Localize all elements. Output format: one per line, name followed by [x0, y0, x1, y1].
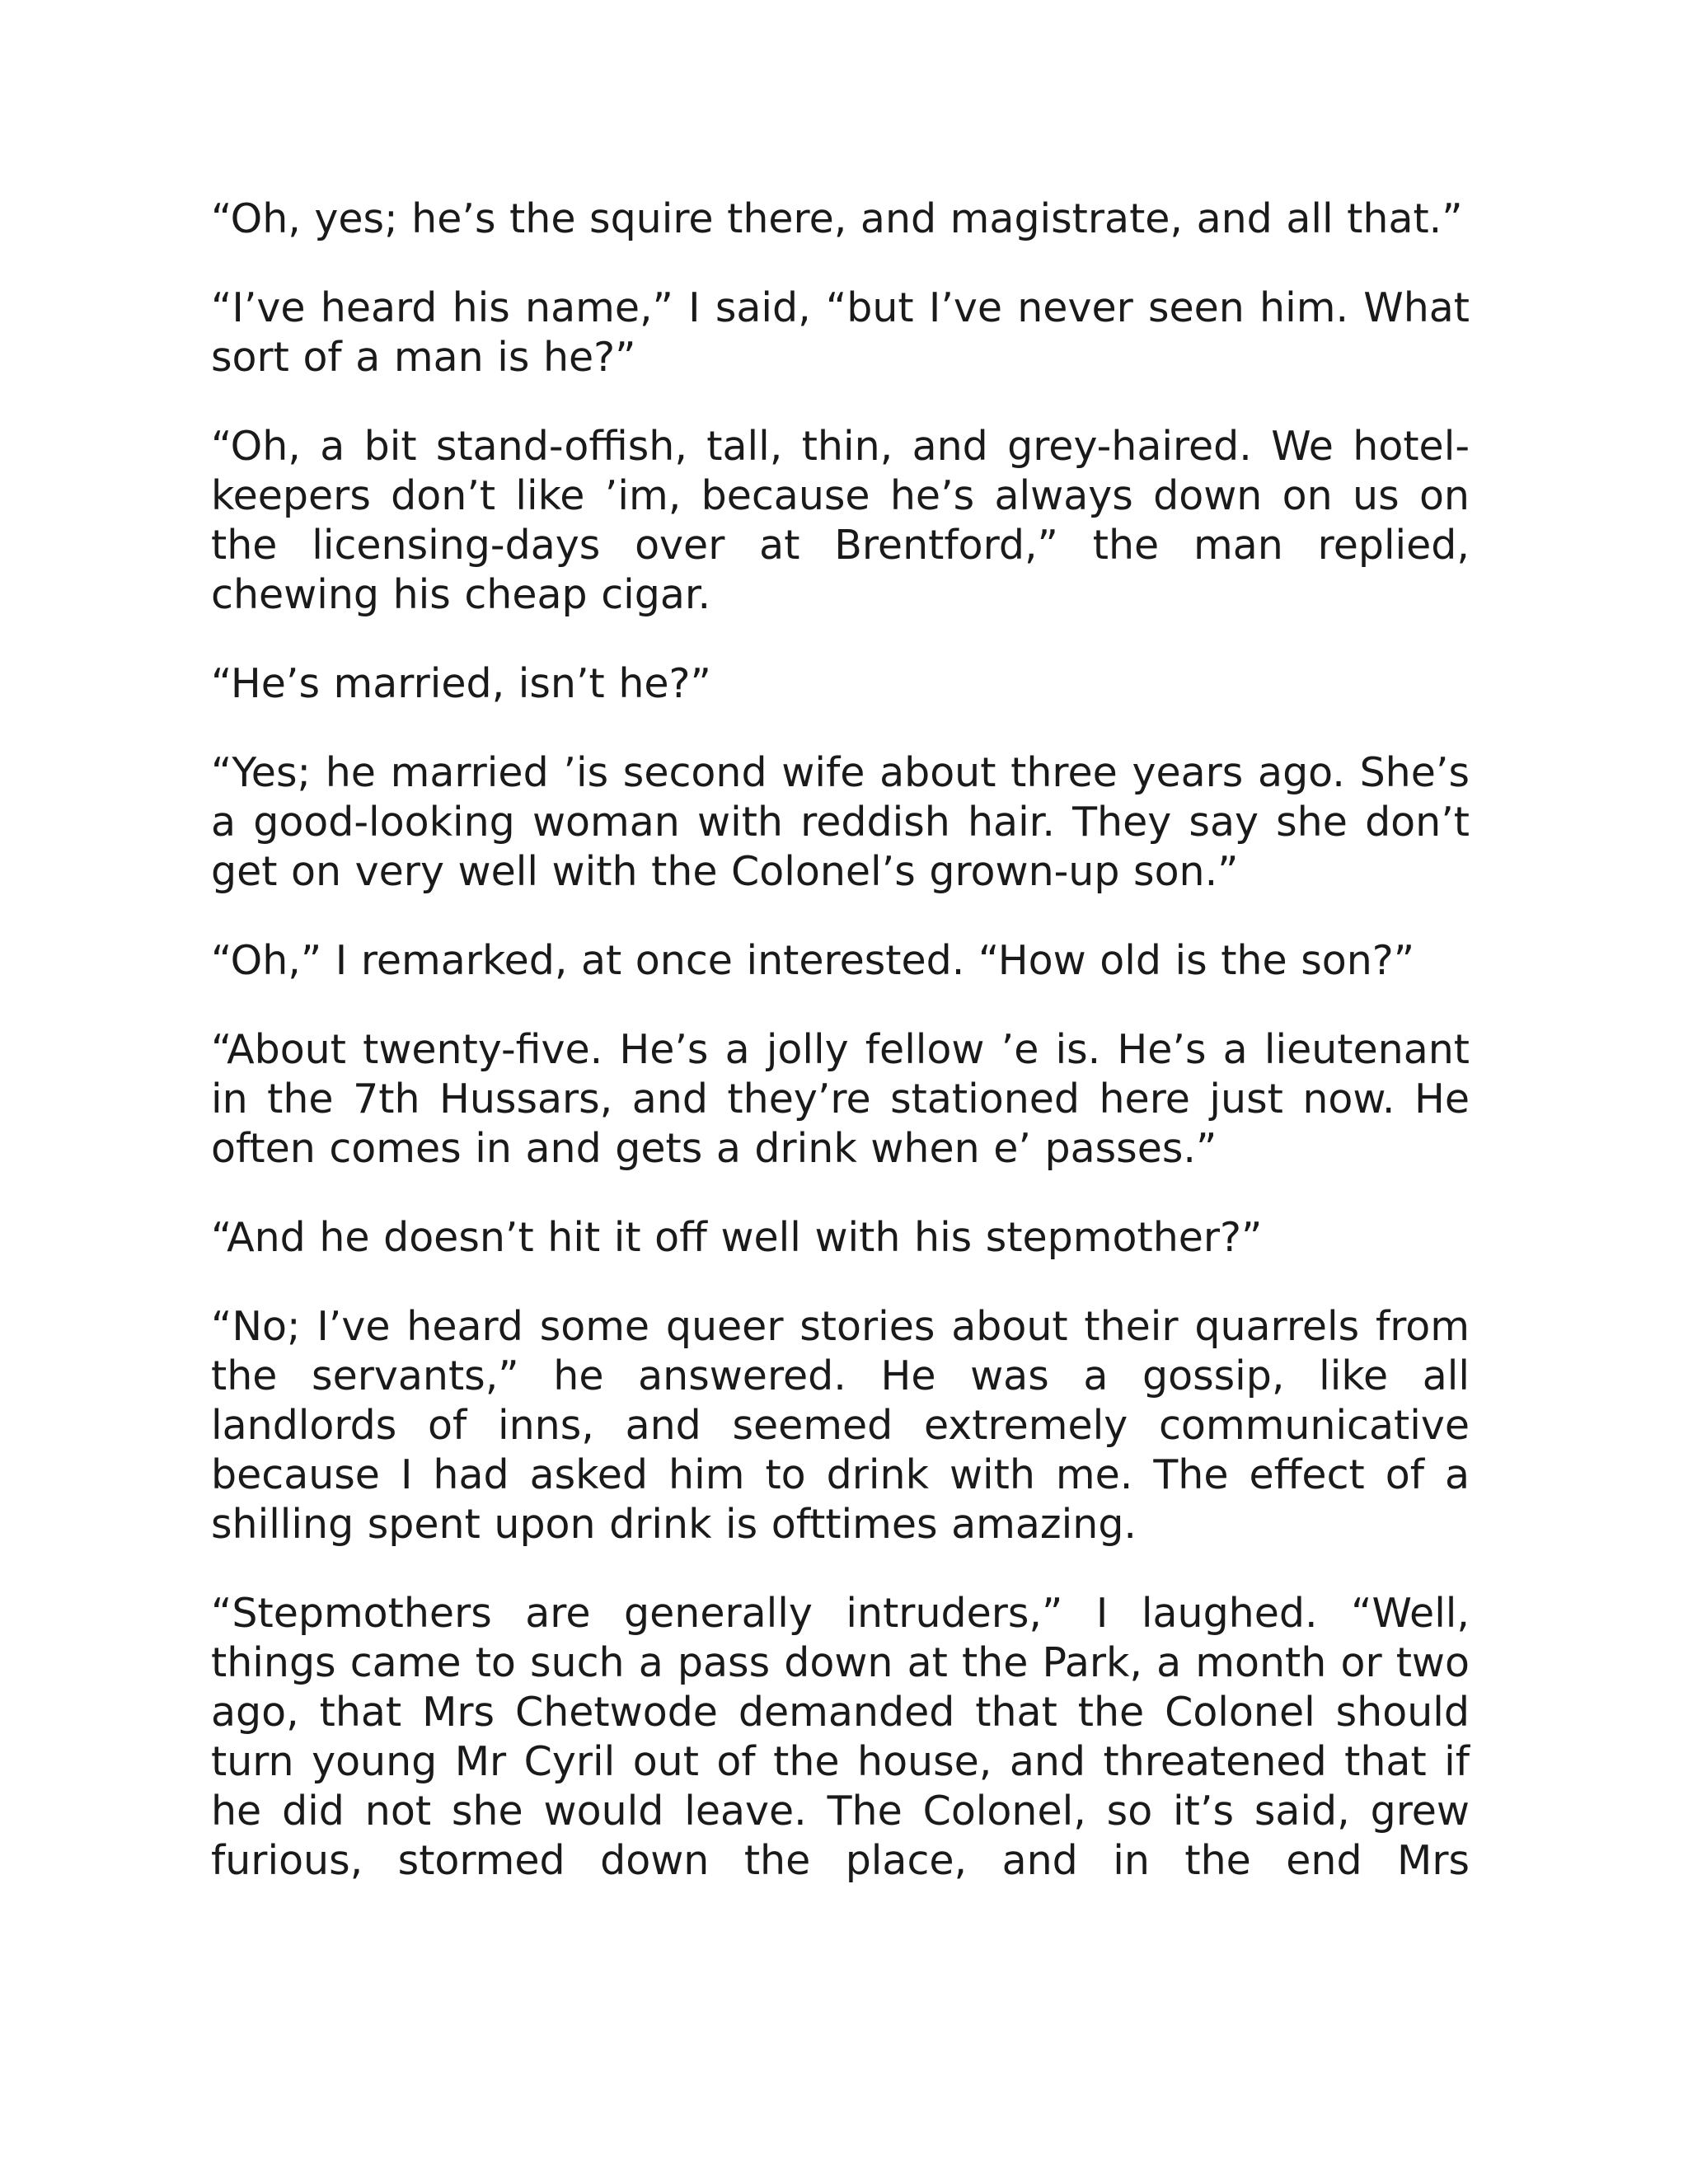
paragraph-5: “Yes; he married ’is second wife about three years ago. She’s a good-looking woman with reddish hair. They say she don’t get on very well with the Colonel’s grown-up son.”: [211, 749, 1470, 895]
text-column: [211, 194, 1470, 1925]
paragraph-3: “Oh, a bit stand-offish, tall, thin, and grey-haired. We hotel-keepers don’t like ’im, because he’s always down on us on the licensing-days over at Brentford,” the man replied, chewing his cheap cigar.: [211, 423, 1470, 618]
paragraph-7: “About twenty-five. He’s a jolly fellow ’e is. He’s a lieutenant in the 7th Hussars, and they’re stationed here just now. He often comes in and gets a drink when e’ passes.”: [211, 1026, 1470, 1172]
paragraph-1: “Oh, yes; he’s the squire there, and magistrate, and all that.”: [211, 195, 1463, 242]
paragraph-2: “I’ve heard his name,” I said, “but I’ve never seen him. What sort of a man is he?”: [211, 284, 1470, 381]
paragraph-4: “He’s married, isn’t he?”: [211, 660, 711, 707]
paragraph-6: “Oh,” I remarked, at once interested. “How old is the son?”: [211, 937, 1415, 984]
paragraph-9: “No; I’ve heard some queer stories about their quarrels from the servants,” he answered. He was a gossip, like all landlords of inns, and seemed extremely communicative because I had asked him to drink with me. The effect of a shilling spent upon drink is ofttimes amazing.: [211, 1303, 1470, 1548]
paragraph-8: “And he doesn’t hit it off well with his stepmother?”: [211, 1214, 1263, 1261]
paragraph-10: “Stepmothers are generally intruders,” I laughed. “Well, things came to such a pass down at the Park, a month or two ago, that Mrs Chetwode demanded that the Colonel should turn young Mr Cyril out of the house, and threatened that if he did not she would leave. The Colonel, so it’s said, grew furious, stormed down the place, and in the end Mrs: [211, 1590, 1470, 1884]
